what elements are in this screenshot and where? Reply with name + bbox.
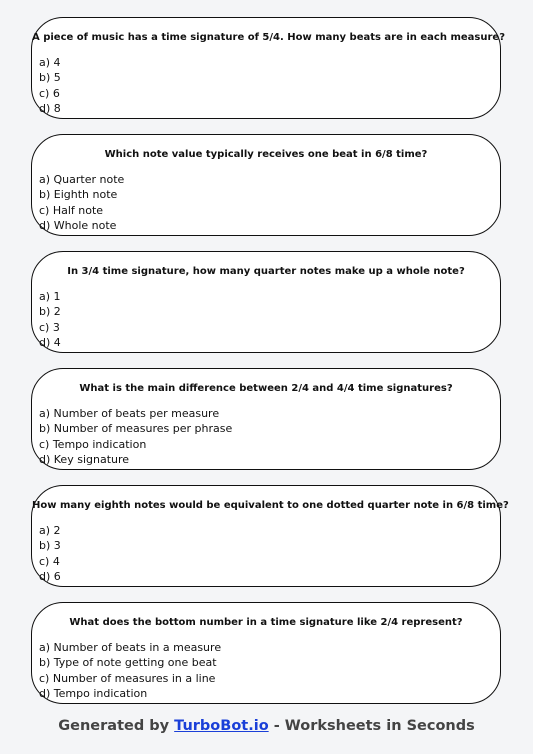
footer-prefix: Generated by [58,718,175,734]
question-card-1 [31,17,505,119]
question-text: What does the bottom number in a time signature like 2/4 represent? [69,617,463,628]
options-list [39,523,61,584]
option-c: c) 4 [39,554,60,568]
option-a: a) Number of beats per measure [39,407,220,420]
option-b: b) 2 [39,305,61,319]
option-d: d) 6 [39,569,61,583]
option-d: d) Tempo indication [39,686,148,700]
options-list [39,289,61,350]
question-card-6 [31,602,501,704]
question-text: How many eighth notes would be equivalent to one dotted quarter note in 6/8 time? [32,500,509,511]
option-b: b) Number of measures per phrase [39,422,233,436]
turbobot-link[interactable]: TurboBot.io [174,718,269,734]
question-text: In 3/4 time signature, how many quarter notes make up a whole note? [67,266,465,277]
question-card-5 [31,485,509,587]
option-b: b) Type of note getting one beat [39,656,217,670]
option-b: b) 3 [39,539,61,553]
option-b: b) Eighth note [39,188,118,202]
option-d: d) 8 [39,101,61,115]
option-c: c) 3 [39,320,60,334]
option-c: c) Half note [39,203,104,217]
options-list [39,640,221,701]
option-c: c) 6 [39,86,60,100]
option-a: a) 2 [39,524,61,537]
question-card-2 [31,134,501,236]
question-text: Which note value typically receives one beat in 6/8 time? [104,149,428,160]
option-a: a) 4 [39,56,61,69]
option-d: d) Whole note [39,218,117,232]
options-list [39,406,232,467]
footer [0,718,533,734]
option-d: d) Key signature [39,452,130,466]
option-b: b) 5 [39,71,61,85]
option-d: d) 4 [39,335,61,349]
option-a: a) Number of beats in a measure [39,641,222,654]
option-a: a) 1 [39,290,61,303]
option-c: c) Tempo indication [39,437,147,451]
options-list [39,172,124,233]
options-list [39,55,61,116]
option-a: a) Quarter note [39,173,125,186]
question-text: What is the main difference between 2/4 and 4/4 time signatures? [79,383,453,394]
question-text: A piece of music has a time signature of 5/4. How many beats are in each measure? [32,32,505,43]
footer-suffix: - Worksheets in Seconds [268,718,475,734]
question-card-3 [31,251,501,353]
question-card-4 [31,368,501,470]
option-c: c) Number of measures in a line [39,671,216,685]
